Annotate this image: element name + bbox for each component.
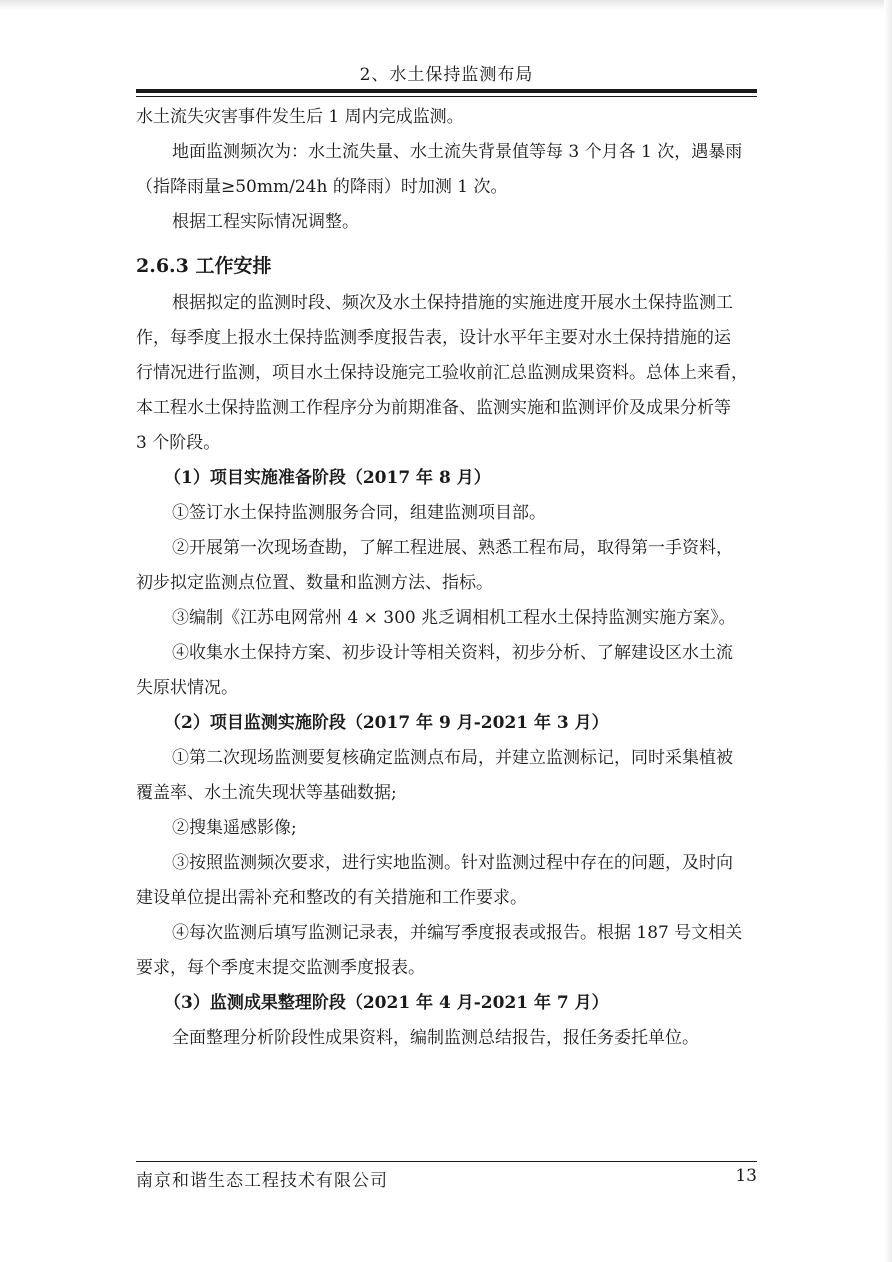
paragraph-line: 全面整理分析阶段性成果资料，编制监测总结报告，报任务委托单位。 — [172, 1028, 699, 1048]
list-item: ②开展第一次现场查勘，了解工程进展、熟悉工程布局，取得第一手资料， — [172, 538, 733, 558]
stage-title: （1）项目实施准备阶段（2017 年 8 月） — [164, 468, 491, 488]
paragraph-line: 本工程水土保持监测工作程序分为前期准备、监测实施和监测评价及成果分析等 — [136, 398, 731, 418]
paragraph-line: （指降雨量≥50mm/24h 的降雨）时加测 1 次。 — [136, 177, 508, 197]
header-rule-thick — [136, 89, 757, 93]
page-header-title: 2、水土保持监测布局 — [359, 65, 534, 85]
list-item: ④每次监测后填写监测记录表，并编写季度报表或报告。根据 187 号文相关 — [172, 923, 743, 943]
paragraph-line: 水土流失灾害事件发生后 1 周内完成监测。 — [136, 107, 464, 127]
paragraph-line: 3 个阶段。 — [136, 433, 221, 453]
paragraph-line: 根据工程实际情况调整。 — [172, 212, 359, 232]
list-item: ③编制《江苏电网常州 4 × 300 兆乏调相机工程水土保持监测实施方案》。 — [172, 608, 736, 628]
stage-title: （3）监测成果整理阶段（2021 年 4 月-2021 年 7 月） — [164, 993, 609, 1013]
header-rule-thin — [136, 96, 757, 97]
list-item-continuation: 初步拟定监测点位置、数量和监测方法、指标。 — [136, 573, 493, 593]
paragraph-line: 根据拟定的监测时段、频次及水土保持措施的实施进度开展水土保持监测工 — [172, 293, 733, 313]
footer-company: 南京和谐生态工程技术有限公司 — [136, 1171, 388, 1191]
document-body — [136, 100, 757, 1056]
page-number: 13 — [735, 1166, 757, 1186]
page-side-shadow — [884, 0, 892, 1262]
paragraph-line: 作，每季度上报水土保持监测季度报告表，设计水平年主要对水土保持措施的运 — [136, 328, 731, 348]
page-edge-shadow — [0, 0, 892, 10]
paragraph-line: 地面监测频次为：水土流失量、水土流失背景值等每 3 个月各 1 次，遇暴雨 — [172, 142, 743, 162]
list-item: ②搜集遥感影像; — [172, 818, 297, 838]
list-item: ①第二次现场监测要复核确定监测点布局，并建立监测标记，同时采集植被 — [172, 748, 733, 768]
list-item: ①签订水土保持监测服务合同，组建监测项目部。 — [172, 503, 546, 523]
list-item-continuation: 要求，每个季度末提交监测季度报表。 — [136, 958, 425, 978]
list-item: ③按照监测频次要求，进行实地监测。针对监测过程中存在的问题，及时向 — [172, 853, 733, 873]
list-item-continuation: 失原状情况。 — [136, 678, 238, 698]
list-item: ④收集水土保持方案、初步设计等相关资料，初步分析、了解建设区水土流 — [172, 643, 733, 663]
list-item-continuation: 建设单位提出需补充和整改的有关措施和工作要求。 — [136, 888, 527, 908]
stage-title: （2）项目监测实施阶段（2017 年 9 月-2021 年 3 月） — [164, 713, 609, 733]
paragraph-line: 行情况进行监测，项目水土保持设施完工验收前汇总监测成果资料。总体上来看， — [136, 363, 748, 383]
list-item-continuation: 覆盖率、水土流失现状等基础数据; — [136, 783, 397, 803]
section-heading: 2.6.3 工作安排 — [136, 255, 272, 277]
footer-rule — [136, 1161, 757, 1162]
